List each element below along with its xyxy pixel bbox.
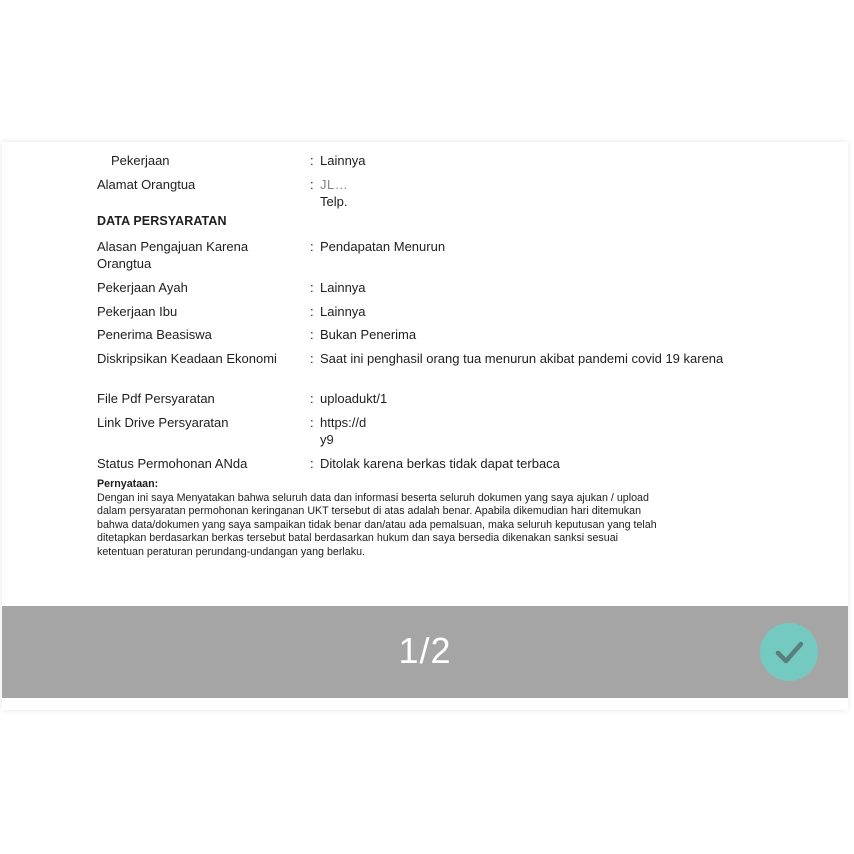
colon: : xyxy=(310,456,314,471)
value-keadaan-ekonomi xyxy=(320,350,760,384)
label-link-drive: Link Drive Persyaratan xyxy=(97,415,229,430)
colon: : xyxy=(310,153,314,168)
statement-title: Pernyataan: xyxy=(97,478,159,490)
value-text: https://d xyxy=(320,415,367,430)
colon: : xyxy=(310,239,314,254)
redaction-mark xyxy=(351,197,461,209)
colon: : xyxy=(310,415,314,430)
value-alasan-pengajuan: Pendapatan Menurun xyxy=(320,239,446,254)
label-penerima-beasiswa: Penerima Beasiswa xyxy=(97,327,212,342)
value-penerima-beasiswa: Bukan Penerima xyxy=(320,327,417,342)
value-pekerjaan-ibu: Lainnya xyxy=(320,304,366,319)
redaction-mark xyxy=(337,435,397,447)
page-indicator: 1/2 xyxy=(398,630,452,671)
value-file-pdf xyxy=(320,390,760,407)
redaction-mark xyxy=(352,180,472,192)
statement-line: ditetapkan berdasarkan berkas tersebut batal berdasarkan hukum dan saya bersedia dikenakan sanksi sesuai xyxy=(97,532,619,545)
document-viewer[interactable] xyxy=(2,142,848,710)
redacted-address: JL… xyxy=(320,177,349,192)
label-pekerjaan-ayah: Pekerjaan Ayah xyxy=(97,280,188,295)
statement-line: dalam persyaratan permohonan keringanan UKT tersebut di atas adalah benar. Apabila dikemudian hari ditemukan xyxy=(97,505,642,518)
colon: : xyxy=(310,280,314,295)
colon: : xyxy=(310,327,314,342)
label-keadaan-ekonomi: Diskripsikan Keadaan Ekonomi xyxy=(97,351,277,366)
colon: : xyxy=(310,177,314,192)
label-pekerjaan-ibu: Pekerjaan Ibu xyxy=(97,304,178,319)
value-alamat-orangtua xyxy=(320,176,760,210)
label-file-pdf: File Pdf Persyaratan xyxy=(97,391,215,406)
checkmark-icon xyxy=(772,635,806,669)
statement-line: Dengan ini saya Menyatakan bahwa seluruh data dan informasi beserta seluruh dokumen yang saya ajukan / upload xyxy=(97,491,649,504)
section-title-data-persyaratan: DATA PERSYARATAN xyxy=(97,214,227,228)
redaction-mark xyxy=(320,371,410,383)
redaction-mark xyxy=(391,394,691,406)
confirm-button[interactable] xyxy=(760,623,818,681)
value-text-line-2: y9 xyxy=(320,432,334,447)
value-text: Saat ini penghasil orang tua menurun akibat pandemi covid 19 karena xyxy=(320,351,724,366)
label-line-2: Orangtua xyxy=(97,256,152,271)
label-status-permohonan: Status Permohonan ANda xyxy=(97,456,248,471)
label-pekerjaan: Pekerjaan xyxy=(111,153,170,168)
value-pekerjaan: Lainnya xyxy=(320,153,366,168)
statement-line: bahwa data/dokumen yang saya sampaikan tidak benar dan/atau ada pemalsuan, maka seluruh keputusan yang telah xyxy=(97,518,657,531)
document-page xyxy=(2,142,848,606)
colon: : xyxy=(310,391,314,406)
statement-line: ketentuan peraturan perundang-undangan yang berlaku. xyxy=(97,545,365,558)
value-pekerjaan-ayah: Lainnya xyxy=(320,280,366,295)
label-alamat-orangtua: Alamat Orangtua xyxy=(97,177,196,192)
value-text: uploadukt/1 xyxy=(320,391,388,406)
value-link-drive xyxy=(320,414,760,448)
label-alasan-pengajuan xyxy=(97,238,297,272)
value-telp: Telp. xyxy=(320,194,348,209)
colon: : xyxy=(310,304,314,319)
statement-block xyxy=(97,478,767,560)
colon: : xyxy=(310,351,314,366)
label-line-1: Alasan Pengajuan Karena xyxy=(97,239,249,254)
viewer-bottom-bar xyxy=(2,606,848,698)
value-status-permohonan: Ditolak karena berkas tidak dapat terbaca xyxy=(320,456,560,471)
redaction-mark xyxy=(370,418,660,430)
